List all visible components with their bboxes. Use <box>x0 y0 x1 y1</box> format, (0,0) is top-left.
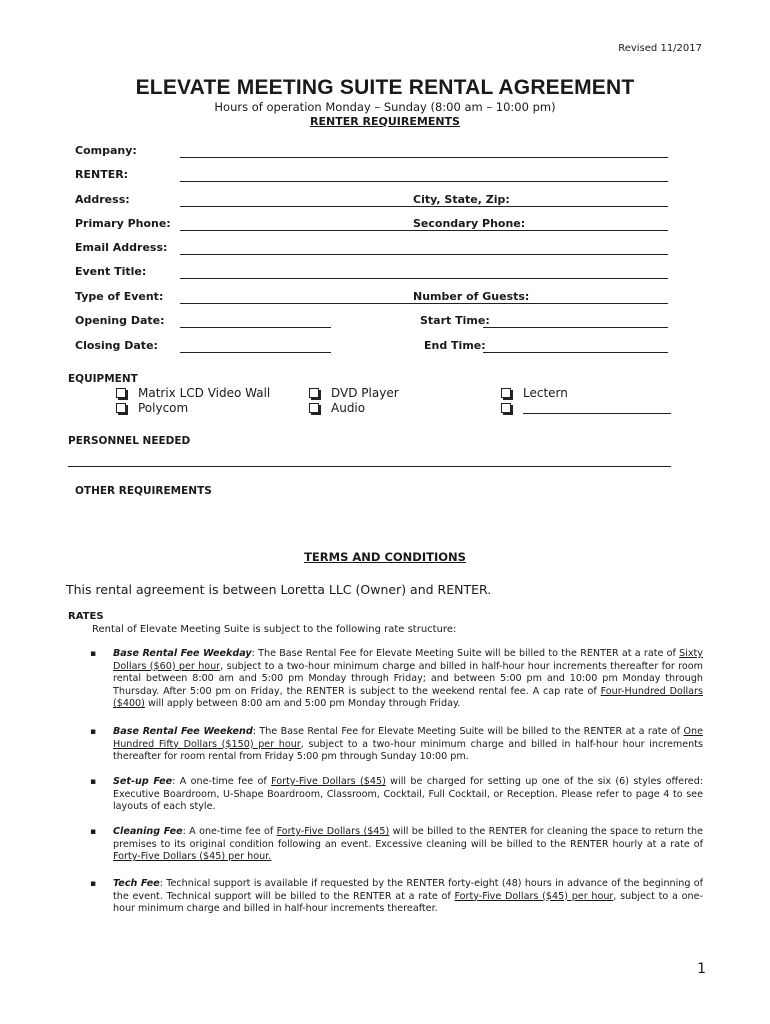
matrix-video-wall-label: Matrix LCD Video Wall <box>138 386 271 400</box>
bullet-cleaning: ▪ <box>90 827 97 837</box>
document-title: ELEVATE MEETING SUITE RENTAL AGREEMENT <box>135 76 635 99</box>
setup-fee-paragraph <box>113 776 703 814</box>
email-label: Email Address: <box>75 241 168 254</box>
setup-text-1: : A one-time fee of <box>172 776 272 787</box>
tech-rate: Forty-Five Dollars ($45) per hour <box>454 890 614 902</box>
renter-field[interactable] <box>180 181 668 182</box>
opening-date-label: Opening Date: <box>75 314 165 327</box>
audio-label: Audio <box>331 401 366 415</box>
other-requirements-heading: OTHER REQUIREMENTS <box>75 485 212 497</box>
weekend-rate: One Hundred Fifty Dollars ($150) per hour <box>113 726 703 750</box>
event-title-label: Event Title: <box>75 265 147 278</box>
matrix-video-wall-checkbox[interactable] <box>116 388 126 398</box>
company-label: Company: <box>75 144 137 157</box>
opening-date-field[interactable] <box>180 327 331 328</box>
guests-label: Number of Guests: <box>413 290 533 303</box>
terms-intro: This rental agreement is between Loretta LLC (Owner) and RENTER. <box>66 582 492 597</box>
tech-fee-paragraph <box>113 878 703 916</box>
end-time-field[interactable] <box>483 352 668 353</box>
lectern-label: Lectern <box>523 386 568 400</box>
weekend-fee-label: Base Rental Fee Weekend <box>113 726 253 737</box>
event-type-field[interactable] <box>180 303 668 304</box>
weekday-text-3: will apply between 8:00 am and 5:00 pm Monday through Friday. <box>144 698 461 710</box>
dvd-player-label: DVD Player <box>331 386 399 400</box>
closing-date-label: Closing Date: <box>75 339 158 352</box>
polycom-label: Polycom <box>138 401 189 415</box>
personnel-heading: PERSONNEL NEEDED <box>68 435 191 447</box>
weekday-rate: Sixty Dollars ($60) per hour <box>113 648 703 672</box>
page-number: 1 <box>697 961 706 977</box>
cleaning-hourly-rate: Forty-Five Dollars ($45) per hour. <box>113 851 272 863</box>
equipment-heading: EQUIPMENT <box>68 373 138 385</box>
bullet-weekend: ▪ <box>90 727 97 737</box>
personnel-field[interactable] <box>68 466 671 467</box>
start-time-field[interactable] <box>483 327 668 328</box>
cleaning-text-2: will be billed to the RENTER for cleaning the space to return the premises to its original condition following an event. Excessive cleaning will be billed to the RENTER hourly at a rate of <box>113 826 704 850</box>
other-equipment-field[interactable] <box>523 413 671 414</box>
city-state-zip-label: City, State, Zip: <box>413 193 510 206</box>
cleaning-fee-paragraph <box>113 826 703 864</box>
terms-heading: TERMS AND CONDITIONS <box>304 550 466 564</box>
bullet-tech: ▪ <box>90 879 97 889</box>
weekend-fee-paragraph <box>113 726 703 764</box>
setup-text-2: will be charged for setting up one of the six (6) styles offered: Executive Boardroom, U-Shape Boardroom, Classroom, Cocktail, Full Cocktail, or Reception. Please refer to page 4 to see layouts of each style. <box>113 776 704 813</box>
cleaning-fee-label: Cleaning Fee <box>113 826 183 837</box>
other-equipment-checkbox[interactable] <box>501 403 511 413</box>
rates-heading: RATES <box>68 611 104 622</box>
weekend-text-2: , subject to a two-hour minimum charge and billed in half-hour hour increments thereafter for room rental from Friday 5:00 pm through Sunday 10:00 pm. <box>113 738 703 763</box>
renter-requirements-heading: RENTER REQUIREMENTS <box>310 115 460 128</box>
company-field[interactable] <box>180 157 668 158</box>
cleaning-text-1: : A one-time fee of <box>182 826 277 837</box>
dvd-player-checkbox[interactable] <box>309 388 319 398</box>
renter-label: RENTER: <box>75 168 129 181</box>
polycom-checkbox[interactable] <box>116 403 126 413</box>
weekday-text-2: , subject to a two-hour minimum charge and billed in half-hour hour increments thereafter for room rental between 8:00 am and 5:00 pm Monday through Friday; and between 5:00 pm and 10:00 pm Monday through Thursday. After 5:00 pm on Friday, the RENTER is subject to the weekend rental fee. A cap rate of <box>113 660 703 697</box>
tech-text-1: : Technical support is available if requested by the RENTER forty-eight (48) hours in advance of the beginning of the event. Technical support will be billed to the RENTER at a rate of <box>113 878 703 902</box>
secondary-phone-label: Secondary Phone: <box>413 217 526 230</box>
weekday-fee-paragraph <box>113 648 703 711</box>
setup-fee-label: Set-up Fee <box>113 776 173 787</box>
cleaning-rate: Forty-Five Dollars ($45) <box>276 826 390 837</box>
address-field[interactable] <box>180 206 668 207</box>
end-time-label: End Time: <box>424 339 486 352</box>
hours-of-operation: Hours of operation Monday – Sunday (8:00 am – 10:00 pm) <box>214 100 556 114</box>
setup-rate: Forty-Five Dollars ($45) <box>271 776 386 787</box>
event-title-field[interactable] <box>180 278 668 279</box>
tech-fee-label: Tech Fee <box>113 878 160 889</box>
bullet-weekday: ▪ <box>90 649 97 659</box>
closing-date-field[interactable] <box>180 352 331 353</box>
weekday-text-1: : The Base Rental Fee for Elevate Meeting Suite will be billed to the RENTER at a rate of <box>251 648 680 659</box>
bullet-setup: ▪ <box>90 777 97 787</box>
weekday-fee-label: Base Rental Fee Weekday <box>113 648 252 659</box>
event-type-label: Type of Event: <box>75 290 164 303</box>
audio-checkbox[interactable] <box>309 403 319 413</box>
weekend-text-1: : The Base Rental Fee for Elevate Meeting Suite will be billed to the RENTER at a rate of <box>252 726 684 737</box>
email-field[interactable] <box>180 254 668 255</box>
primary-phone-label: Primary Phone: <box>75 217 171 230</box>
start-time-label: Start Time: <box>420 314 490 327</box>
address-label: Address: <box>75 193 130 206</box>
tech-text-2: , subject to a one-hour minimum charge and billed in half-hour increments thereafter. <box>113 890 703 915</box>
rates-subheading: Rental of Elevate Meeting Suite is subject to the following rate structure: <box>92 624 457 635</box>
weekday-cap-rate: Four-Hundred Dollars ($400) <box>113 685 703 710</box>
lectern-checkbox[interactable] <box>501 388 511 398</box>
primary-phone-field[interactable] <box>180 230 668 231</box>
revised-date: Revised 11/2017 <box>618 43 702 54</box>
